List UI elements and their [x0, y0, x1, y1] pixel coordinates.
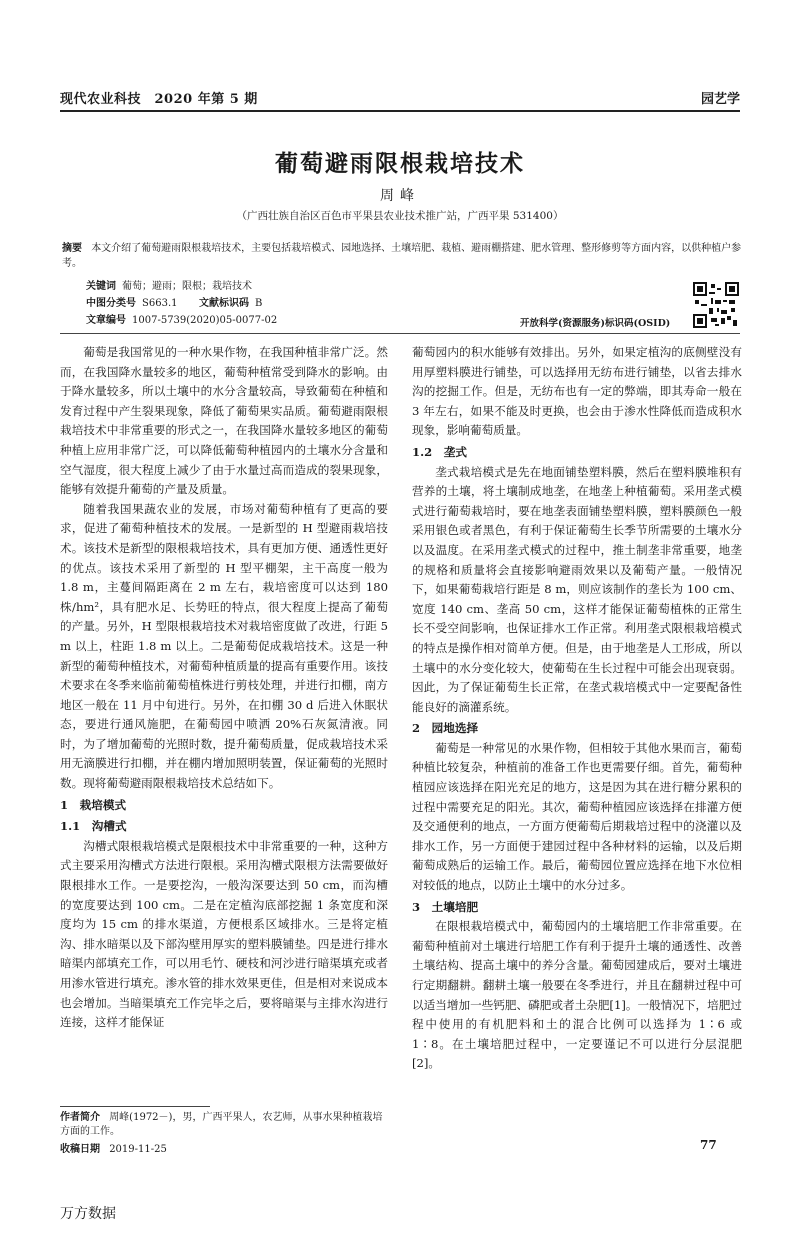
author-note-label: 作者简介: [60, 1112, 100, 1123]
paragraph: 随着我国果蔬农业的发展，市场对葡萄种植有了更高的要求，促进了葡萄种植技术的发展。一是新型的 H 型避雨栽培技术。该技术是新型的限根栽培技术，具有更加方便、通透性更好的优点。该技术采用了新型的 H 型平棚架，主干高度一般为 1.8 m，主蔓间隔距离在 2 m 左右，栽培密度可以达到 180 株/hm²，具有肥水足、长势旺的特点，很大程度上提高了葡萄的产量。另外，H 型限根栽培技术对栽培密度做了改进，行距 5 m 以上，柱距 1.8 m 以上。二是葡萄促成栽培技术。这是一种新型的葡萄种植技术，对葡萄种植质量的提高有重要作用。该技术要求在冬季来临前葡萄植株进行剪枝处理，并进行扣棚，南方地区一般在 11 月中旬进行。另外，在扣棚 30 d 后进入休眠状态，要进行通风施肥，在葡萄园中喷洒 20%石灰氮清液。同时，为了增加葡萄的光照时数，提升葡萄质量，促成栽培技术采用无滴膜进行扣棚，并在棚内增加照明装置，保证葡萄的光照时数。现将葡萄避雨限根栽培技术总结如下。: [60, 501, 388, 791]
author-note-text: 周峰(1972－)，男，广西平果人，农艺师，从事水果种植栽培方面的工作。: [60, 1112, 383, 1137]
watermark-text: 万方数据: [60, 1206, 116, 1222]
section-header: 园艺学: [700, 92, 740, 107]
clc-value: S663.1: [142, 298, 178, 309]
header-divider: [60, 110, 740, 112]
page-number: 77: [700, 1138, 717, 1152]
article-author: 周峰: [380, 188, 420, 204]
article-no-value: 1007-5739(2020)05-0077-02: [132, 315, 278, 326]
paragraph: 葡萄园内的积水能够有效排出。另外，如果定植沟的底侧壁没有用厚塑料膜进行铺垫，可以选择用无纺布进行铺垫，以省去排水沟的挖掘工作。但是，无纺布也有一定的弊端，即其寿命一般在 3 年左右，如果不能及时更换，也会由于渗水性降低而造成积水现象，影响葡萄质量。: [412, 345, 742, 438]
received-date: [60, 1143, 390, 1157]
osid-label: 开放科学(资源服务)标识码(OSID): [520, 318, 671, 329]
doc-code-label: 文献标识码: [198, 298, 249, 309]
author-affiliation: （广西壮族自治区百色市平果县农业技术推广站，广西平果 531400）: [236, 210, 564, 222]
abstract: [62, 241, 742, 271]
section-heading: 2 园地选择: [412, 721, 479, 736]
received-value: 2019-11-25: [109, 1144, 167, 1155]
abstract-label: 摘要: [62, 243, 82, 254]
paragraph: 沟槽式限根栽培模式是限根技术中非常重要的一种，这种方式主要采用沟槽式方法进行限根。采用沟槽式限根方法需要做好限根排水工作。一是要挖沟，一般沟深要达到 50 cm，而沟槽的宽度要达到 100 cm。二是在定植沟底部挖掘 1 条宽度和深度均为 15 cm 的排水渠道，方便根系区域排水。三是将定植沟、排水暗渠以及下部沟壁用厚实的塑料膜铺垫。四是进行排水暗渠内部填充工作，可以用毛竹、硬枝和河沙进行暗渠填充或者用渗水管进行填充。渗水管的排水效果更佳，但是相对来说成本也会增加。当暗渠填充工作完毕之后，要将暗渠与主排水沟进行连接，这样才能保证: [60, 838, 388, 1030]
paragraph: 在限根栽培模式中，葡萄园内的土壤培肥工作非常重要。在葡萄种植前对土壤进行培肥工作有利于提升土壤的通透性、改善土壤结构、提高土壤中的养分含量。葡萄园建成后，要对土壤进行定期翻耕。翻耕土壤一般要在冬季进行，并且在翻耕过程中可以适当增加一些钙肥、磷肥或者土杂肥[1]。一般情况下，培肥过程中使用的有机肥料和土的混合比例可以选择为 1∶6 或 1∶8。在土壤培肥过程中，一定要谨记不可以进行分层混肥[2]。: [412, 919, 742, 1071]
left-column: [60, 343, 388, 1033]
section-heading: 3 土壤培肥: [412, 899, 479, 914]
keywords-label: 关键词: [86, 281, 116, 292]
subsection-heading: 1.2 垄式: [412, 444, 467, 459]
abstract-text: 本文介绍了葡萄避雨限根栽培技术，主要包括栽培模式、园地选择、土壤培肥、栽植、避雨棚搭建、肥水管理、整形修剪等方面内容，以供种植户参考。: [62, 243, 742, 269]
classification-line: [86, 294, 262, 309]
article-title: 葡萄避雨限根栽培技术: [275, 150, 525, 177]
keywords-line: [86, 277, 252, 292]
keywords-text: 葡萄；避雨；限根；栽培技术: [122, 281, 252, 292]
journal-header: 现代农业科技 2020 年第 5 期: [60, 92, 258, 107]
doc-code-value: B: [254, 298, 263, 309]
qr-code-icon: [693, 282, 739, 328]
right-column: [412, 343, 742, 1074]
subsection-heading: 1.1 沟槽式: [60, 819, 127, 834]
section-heading: 1 栽培模式: [60, 797, 127, 812]
article-no-label: 文章编号: [86, 315, 126, 326]
paragraph: 葡萄是我国常见的一种水果作物，在我国种植非常广泛。然而，在我国降水量较多的地区，葡萄种植常受到降水的影响。由于降水量较多，所以土壤中的水分含量较高，导致葡萄在种植和发育过程中产生裂果现象，降低了葡萄果实品质。葡萄避雨限根栽培技术中非常重要的形式之一，在我国降水量较多地区的葡萄种植上应用非常广泛，可以降低葡萄种植园内的土壤水分含量和空气湿度，很大程度上减少了由于水量过高而造成的裂果现象，能够有效提升葡萄的产量及质量。: [60, 345, 388, 497]
paragraph: 葡萄是一种常见的水果作物，但相较于其他水果而言，葡萄种植比较复杂，种植前的准备工作也更需要仔细。首先，葡萄种植园应该选择在阳光充足的地方，这是因为其在进行糖分累积的过程中需要充足的阳光。其次，葡萄种植园应该选择在排灌方便及交通便利的地点，一方面方便葡萄后期栽培过程中的浇灌以及排水工作，另一方面便于建园过程中各种材料的运输，以及后期葡萄成熟后的运输工作。最后，葡萄园位置应选择在地下水位相对较低的地点，以防止土壤中的水分过多。: [412, 740, 742, 893]
author-note: [60, 1111, 390, 1139]
paragraph: 垄式栽培模式是先在地面铺垫塑料膜，然后在塑料膜堆积有营养的土壤，将土壤制成地垄，在地垄上种植葡萄。采用垄式模式进行葡萄栽培时，要在地垄表面铺垫塑料膜，塑料膜颜色一般采用银色或者黑色，有利于保证葡萄生长季节所需要的土壤水分以及温度。在采用垄式模式的过程中，推土制垄非常重要，地垄的规格和质量将会直接影响避雨效果以及葡萄产量。一般情况下，如果葡萄栽培行距是 8 m，则应该制作的垄长为 100 cm、宽度 140 cm、垄高 50 cm，这样才能保证葡萄植株的正常生长不受空间影响，也保证排水工作正常。利用垄式限根栽培模式的特点是操作相对简单方便。但是，由于地垄是人工形成，所以土壤中的水分变化较大，使葡萄在生长过程中可能会出现衰弱。因此，为了保证葡萄生长正常，在垄式栽培模式中一定要配备性能良好的滴灌系统。: [412, 464, 742, 714]
footnote-divider: [60, 1106, 210, 1107]
received-label: 收稿日期: [60, 1144, 100, 1155]
article-number-line: [86, 311, 277, 326]
clc-label: 中图分类号: [86, 298, 136, 309]
abstract-divider: [60, 333, 740, 334]
